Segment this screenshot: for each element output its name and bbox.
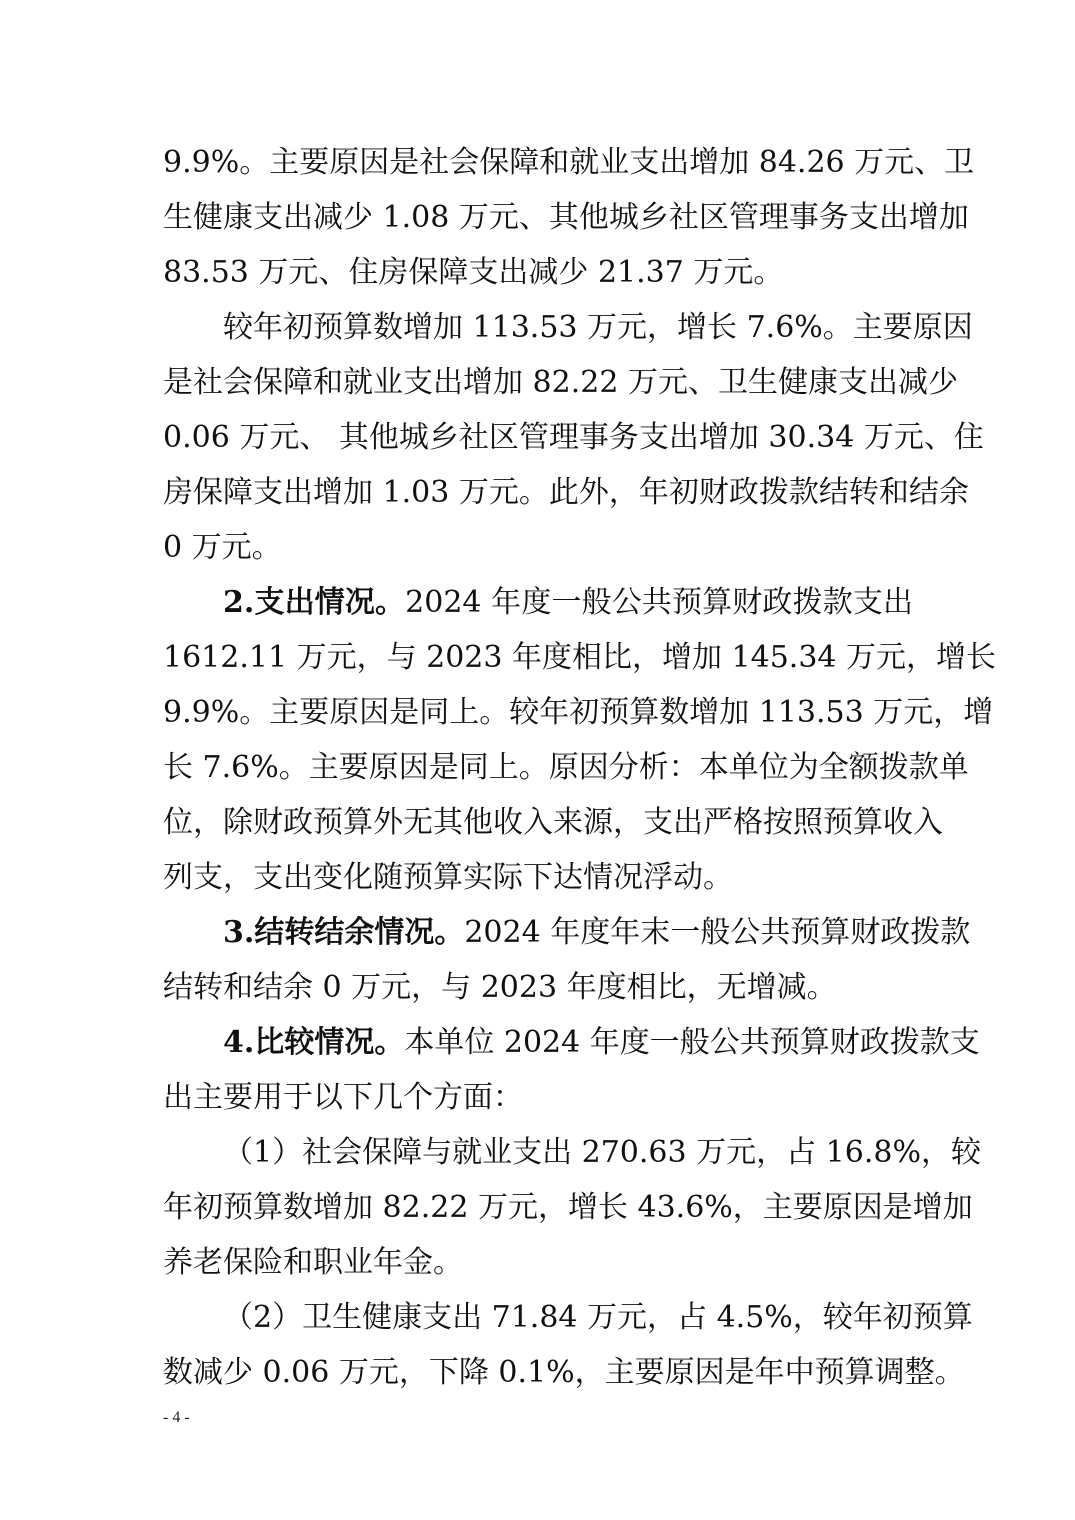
paragraph-line: 位，除财政预算外无其他收入来源，支出严格按照预算收入 xyxy=(163,805,943,840)
paragraph-line: 83.53 万元、住房保障支出减少 21.37 万元。 xyxy=(163,255,784,290)
paragraph-line: 长 7.6%。主要原因是同上。原因分析：本单位为全额拨款单 xyxy=(163,750,969,785)
paragraph-line: 生健康支出减少 1.08 万元、其他城乡社区管理事务支出增加 xyxy=(163,200,969,235)
paragraph-line: 列支，支出变化随预算实际下达情况浮动。 xyxy=(163,860,733,895)
paragraph-line: 9.9%。主要原因是同上。较年初预算数增加 113.53 万元，增 xyxy=(163,695,994,730)
paragraph-line: 9.9%。主要原因是社会保障和就业支出增加 84.26 万元、卫 xyxy=(163,145,975,180)
paragraph-text: 2024 年度一般公共预算财政拨款支出 xyxy=(405,585,913,620)
paragraph-line: 年初预算数增加 82.22 万元，增长 43.6%，主要原因是增加 xyxy=(163,1190,973,1225)
paragraph-line xyxy=(223,1023,980,1063)
paragraph-line xyxy=(223,913,971,953)
paragraph-line: 较年初预算数增加 113.53 万元，增长 7.6%。主要原因 xyxy=(223,310,973,345)
paragraph-line: 1612.11 万元，与 2023 年度相比，增加 145.34 万元，增长 xyxy=(163,640,997,675)
paragraph-line: 0.06 万元、 其他城乡社区管理事务支出增加 30.34 万元、住 xyxy=(163,420,984,455)
paragraph-text: 2024 年度年末一般公共预算财政拨款 xyxy=(464,915,971,950)
section-heading-expenditure: 2.支出情况。 xyxy=(223,585,406,620)
paragraph-line: 是社会保障和就业支出增加 82.22 万元、卫生健康支出减少 xyxy=(163,365,958,400)
paragraph-line: 出主要用于以下几个方面： xyxy=(163,1080,523,1115)
paragraph-line: 数减少 0.06 万元，下降 0.1%，主要原因是年中预算调整。 xyxy=(163,1355,965,1390)
paragraph-line: 房保障支出增加 1.03 万元。此外，年初财政拨款结转和结余 xyxy=(163,475,969,510)
section-heading-carryover: 3.结转结余情况。 xyxy=(223,915,465,950)
page-number: - 4 - xyxy=(163,1409,190,1426)
paragraph-text: 本单位 2024 年度一般公共预算财政拨款支 xyxy=(404,1025,980,1060)
paragraph-line: （2）卫生健康支出 71.84 万元，占 4.5%，较年初预算 xyxy=(223,1300,973,1335)
paragraph-line xyxy=(223,583,913,623)
paragraph-line: 0 万元。 xyxy=(163,530,282,565)
paragraph-line: （1）社会保障与就业支出 270.63 万元，占 16.8%，较 xyxy=(223,1135,981,1170)
paragraph-line: 养老保险和职业年金。 xyxy=(163,1245,463,1280)
paragraph-line: 结转和结余 0 万元，与 2023 年度相比，无增减。 xyxy=(163,970,837,1005)
section-heading-comparison: 4.比较情况。 xyxy=(223,1025,405,1060)
